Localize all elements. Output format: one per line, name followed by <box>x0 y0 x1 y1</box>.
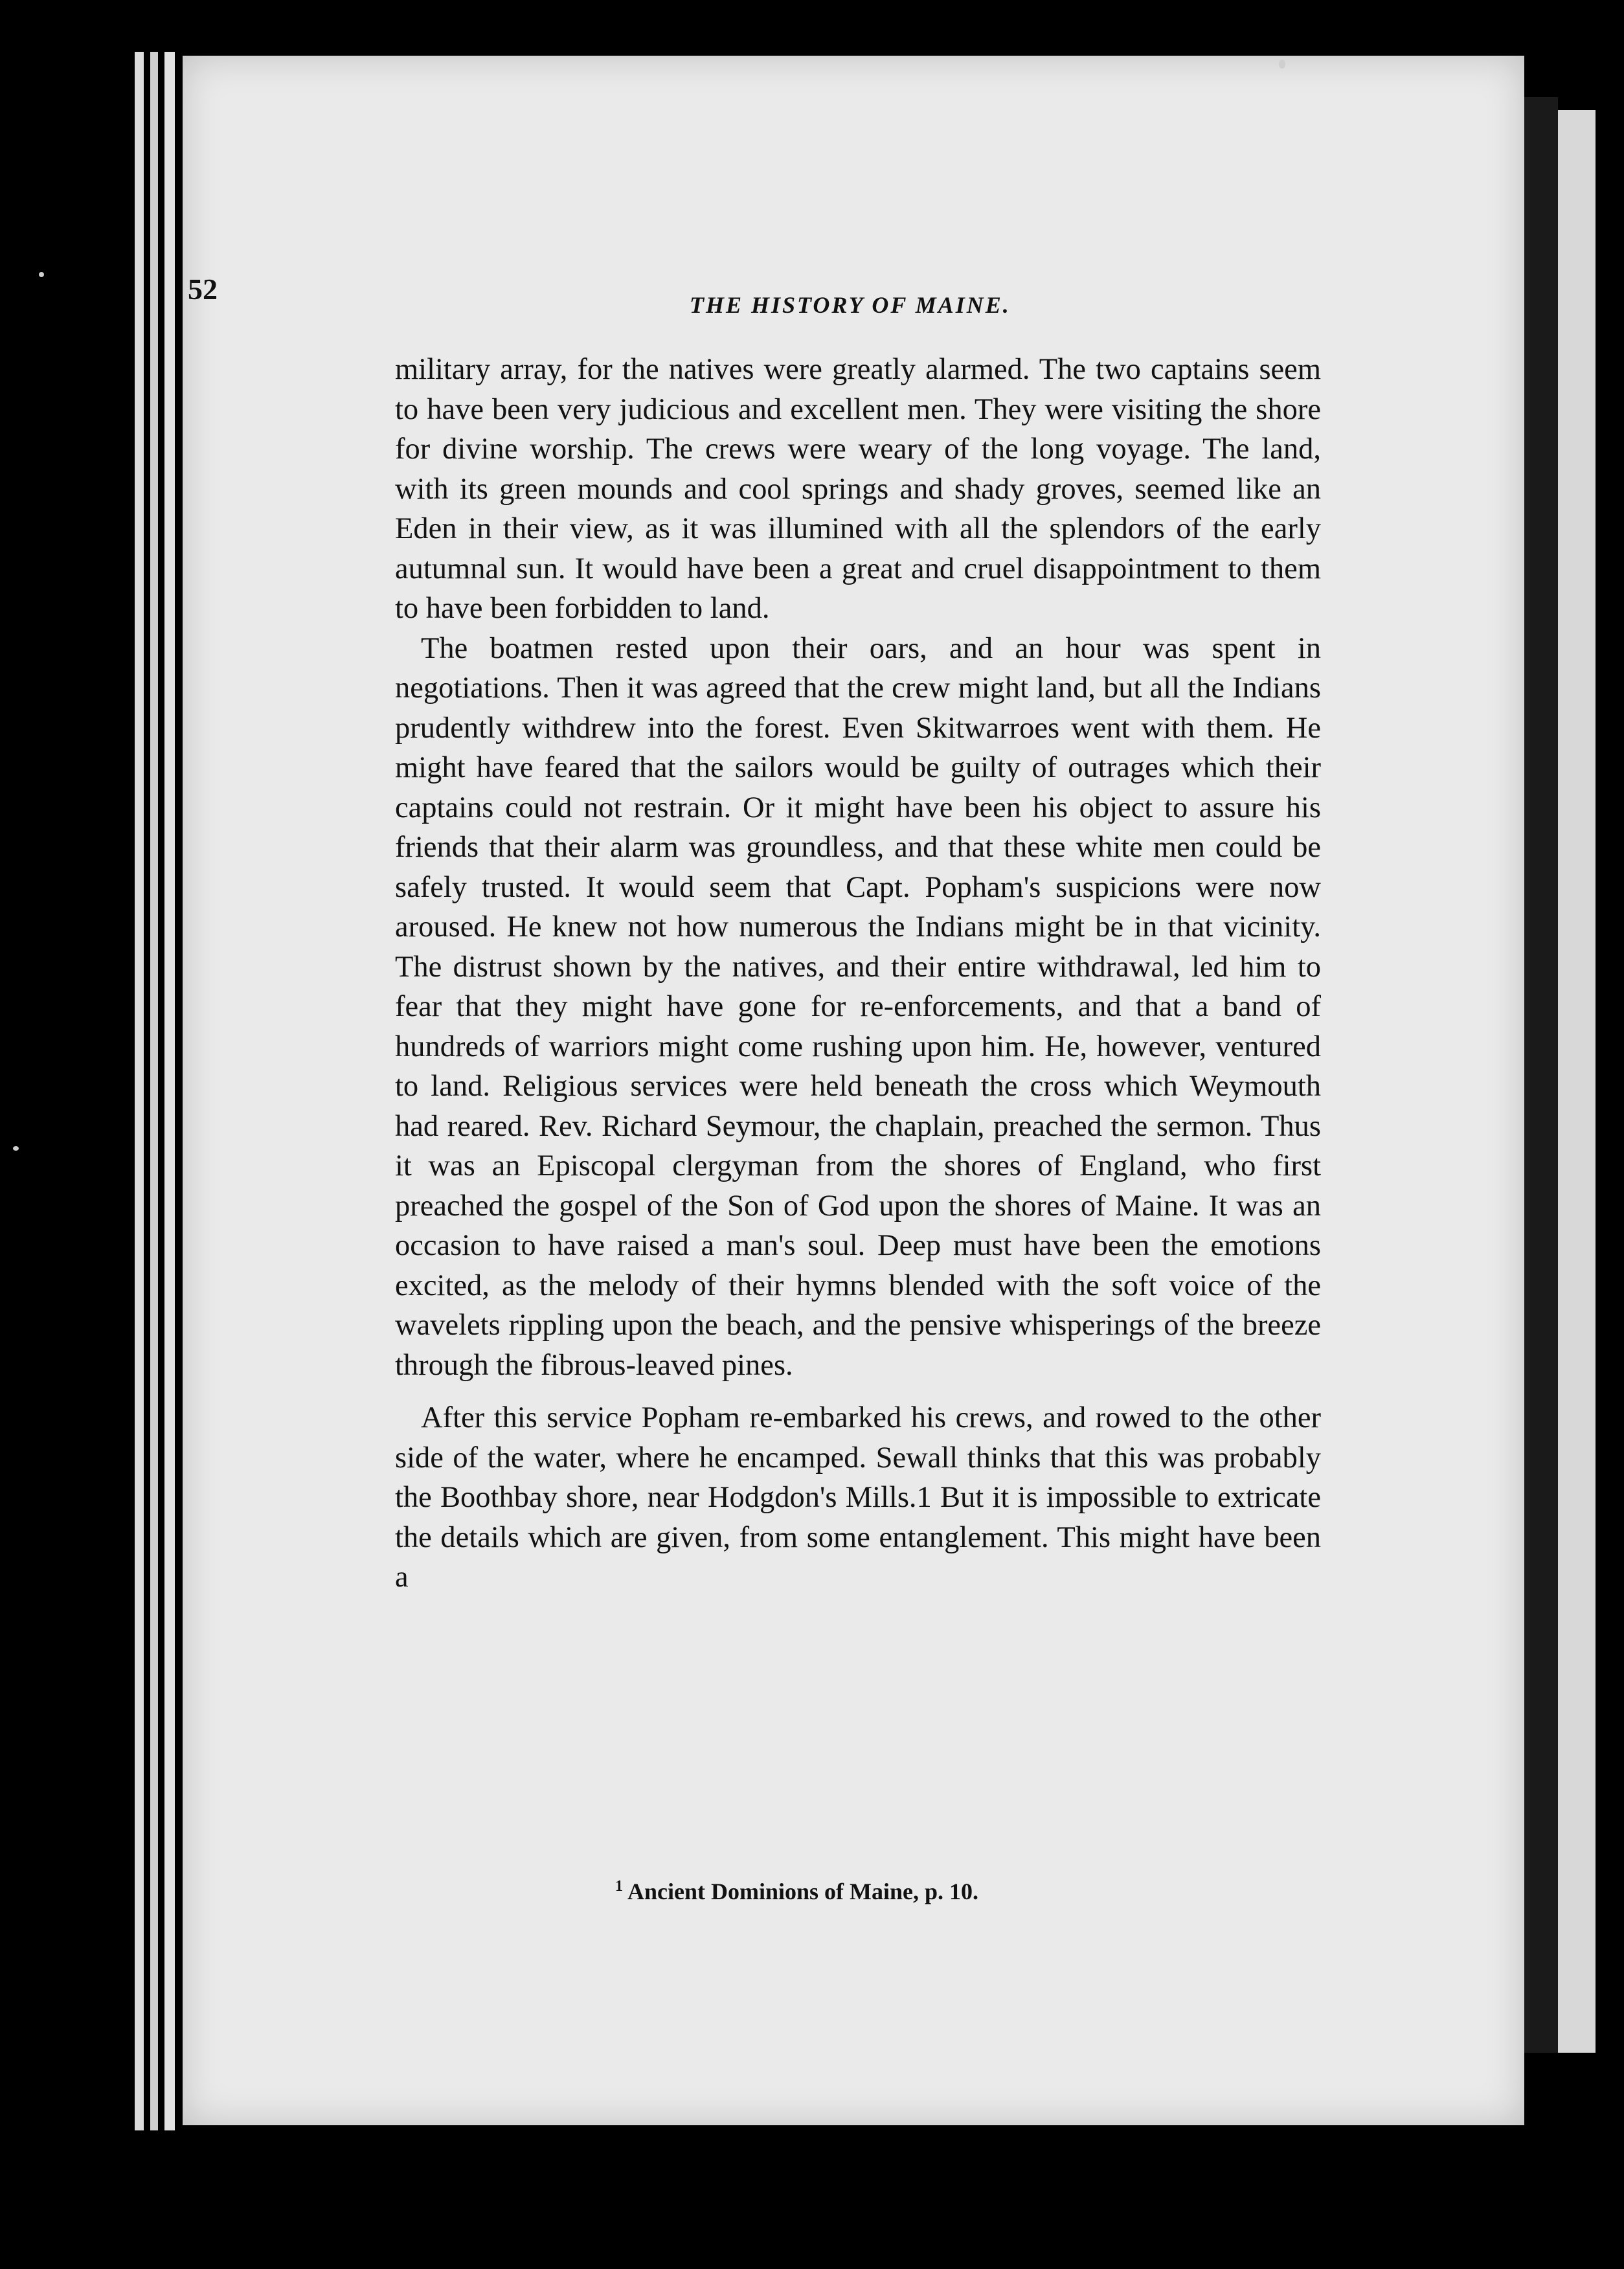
page-edge <box>135 52 144 2130</box>
footnote <box>615 1878 978 1905</box>
page-number: 52 <box>188 273 218 306</box>
paragraph: The boatmen rested upon their oars, and an hour was spent in negotiations. Then it was agreed that the crew might land, but all the Indians prudently withdrew into the forest. Even Skitwarroes went with them. He might have feared that the sailors would be guilty of outrages which their captains could not restrain. Or it might have been his object to assure his friends that their alarm was groundless, and that these white men could be safely trusted. It would seem that Capt. Popham's suspicions were now aroused. He knew not how numerous the Indians might be in that vicinity. The distrust shown by the natives, and their entire withdrawal, led him to fear that they might have gone for re-enforcements, and that a band of hundreds of warriors might come rushing upon him. He, however, ventured to land. Religious services were held beneath the cross which Weymouth had reared. Rev. Richard Seymour, the chaplain, preached the sermon. Thus it was an Episcopal clergyman from the shores of England, who first preached the gospel of the Son of God upon the shores of Maine. It was an occasion to have raised a man's soul. Deep must have been the emotions excited, as the melody of their hymns blended with the soft voice of the wavelets rippling upon the beach, and the pensive whisperings of the breeze through the fibrous-leaved pines. <box>395 631 1321 1382</box>
running-head: THE HISTORY OF MAINE. <box>690 292 1011 318</box>
page-edge <box>150 52 158 2130</box>
book-spine-shadow <box>1524 97 1558 2053</box>
dust-speck <box>39 272 44 277</box>
dust-speck <box>13 1146 19 1151</box>
footnote-marker: 1 <box>615 1878 623 1895</box>
page-edge <box>164 52 175 2130</box>
body-text <box>395 350 1321 1597</box>
paragraph: After this service Popham re-embarked his crews, and rowed to the other side of the water, where he encamped. Sewall thinks that this was probably the Boothbay shore, near Hodgdon's Mills.1 But it is impossible to extricate the details which are given, from some entanglement. This might have been a <box>395 1401 1321 1594</box>
footnote-text: Ancient Dominions of Maine, p. 10. <box>627 1879 979 1904</box>
dust-speck <box>1279 60 1285 69</box>
facing-page-edge <box>1558 110 1596 2053</box>
paragraph: military array, for the natives were greatly alarmed. The two captains seem to have been very judicious and excellent men. They were visiting the shore for divine worship. The crews were weary of the long voyage. The land, with its green mounds and cool springs and shady groves, seemed like an Eden in their view, as it was illumined with all the splendors of the early autumnal sun. It would have been a great and cruel disappointment to them to have been forbidden to land. <box>395 353 1321 625</box>
